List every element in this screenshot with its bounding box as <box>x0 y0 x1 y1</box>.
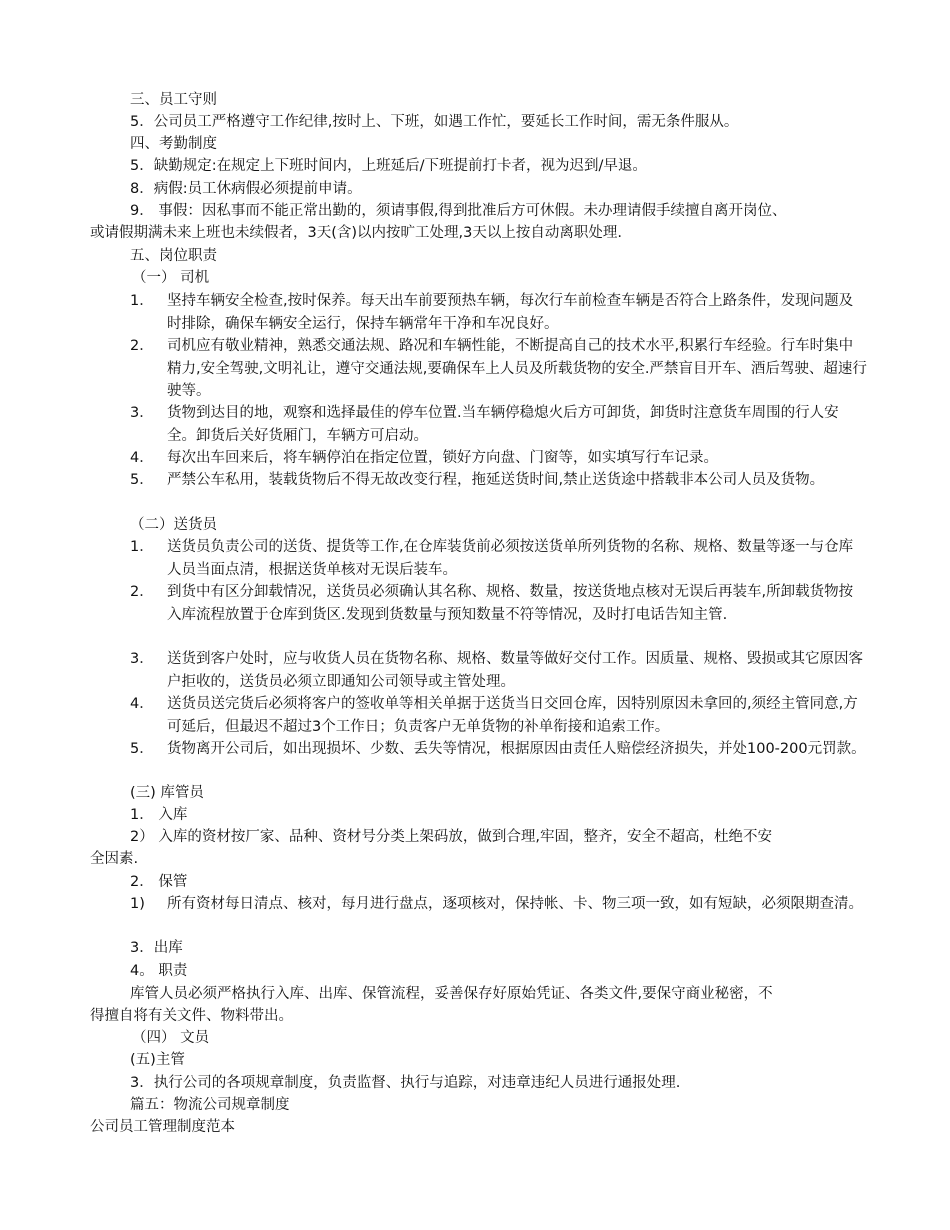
driver-item-number: 5． <box>130 472 154 488</box>
courier-item-number: 5． <box>130 741 154 757</box>
keeper-inbound-rule-line1: 2） 入库的资材按厂家、品种、资材号分类上架码放，做到合理,牢固，整齐，安全不超高，杜绝不安 <box>130 829 772 845</box>
attendance-5: 5．缺勤规定:在规定上下班时间内，上班延后/下班提前打卡者，视为迟到/早退。 <box>130 158 647 174</box>
driver-item-text: 坚持车辆安全检查,按时保养。每天出车前要预热车辆，每次行车前检查车辆是否符合上路条件，发现问题及时排除，确保车辆安全运行，保持车辆常年干净和车况良好。 <box>167 293 854 332</box>
driver-item-text: 货物到达目的地，观察和选择最佳的停车位置.当车辆停稳熄火后方可卸货，卸货时注意货车周围的行人安全。卸货后关好货厢门，车辆方可启动。 <box>167 405 839 444</box>
footer-title: 公司员工管理制度范本 <box>90 1119 235 1135</box>
courier-item-number: 1． <box>130 539 154 555</box>
section-heading-duties: 五、岗位职责 <box>130 248 217 264</box>
driver-item-number: 1． <box>130 293 154 309</box>
keeper-inbound-rule-line2: 全因素. <box>90 851 139 867</box>
driver-item-number: 2． <box>130 338 154 354</box>
courier-item-text: 送货到客户处时，应与收货人员在货物名称、规格、数量等做好交付工作。因质量、规格、毁损或其它原因客户拒收的，送货员必须立即通知公司领导或主管处理。 <box>167 651 863 690</box>
attendance-9-line2: 或请假期满未来上班也未续假者，3天(含)以内按旷工处理,3天以上按自动离职处理. <box>90 225 622 241</box>
subheading-supervisor: (五)主管 <box>130 1052 185 1068</box>
supervisor-item-3: 3．执行公司的各项规章制度，负责监督、执行与追踪，对违章违纪人员进行通报处理. <box>130 1075 681 1091</box>
courier-item-text: 到货中有区分卸载情况，送货员必须确认其名称、规格、数量，按送货地点核对无误后再装车,所卸载货物按入库流程放置于仓库到货区.发现到货数量与预知数量不符等情况，及时打电话告知主管. <box>167 584 854 623</box>
driver-item-text: 严禁公车私用，装载货物后不得无故改变行程，拖延送货时间,禁止送货途中搭载非本公司人员及货物。 <box>167 472 825 488</box>
section-heading-attendance: 四、考勤制度 <box>130 136 217 152</box>
keeper-storage-rule-text: 所有资材每日清点、核对，每月进行盘点，逐项核对，保持帐、卡、物三项一致，如有短缺，必须限期查清。 <box>167 896 863 912</box>
keeper-storage: 2． 保管 <box>130 874 188 890</box>
keeper-duties: 4。 职责 <box>130 963 188 979</box>
courier-item-number: 2． <box>130 584 154 600</box>
driver-item-number: 4． <box>130 450 154 466</box>
rule-5: 5．公司员工严格遵守工作纪律,按时上、下班，如遇工作忙，要延长工作时间，需无条件服从。 <box>130 114 739 130</box>
subheading-driver: （一） 司机 <box>132 270 210 286</box>
attendance-9-line1: 9． 事假：因私事而不能正常出勤的，须请事假,得到批准后方可休假。未办理请假手续擅自离开岗位、 <box>130 203 787 219</box>
section-heading-employee-rules: 三、员工守则 <box>130 92 217 108</box>
courier-item-number: 4． <box>130 696 154 712</box>
article-5-heading: 篇五：物流公司规章制度 <box>130 1097 290 1113</box>
keeper-duties-text-line1: 库管人员必须严格执行入库、出库、保管流程，妥善保存好原始凭证、各类文件,要保守商业秘密，不 <box>130 986 773 1002</box>
keeper-storage-rule-number: 1) <box>130 896 145 912</box>
subheading-courier: （二）送货员 <box>130 517 217 533</box>
keeper-outbound: 3．出库 <box>130 940 183 956</box>
courier-item-number: 3． <box>130 651 154 667</box>
subheading-warehouse-keeper: (三) 库管员 <box>130 785 204 801</box>
attendance-8: 8．病假:员工休病假必须提前申请。 <box>130 181 362 197</box>
driver-item-number: 3． <box>130 405 154 421</box>
courier-item-text: 货物离开公司后，如出现损坏、少数、丢失等情况，根据原因由责任人赔偿经济损失，并处100-200元罚款。 <box>167 741 866 757</box>
keeper-duties-text-line2: 得擅自将有关文件、物料带出。 <box>90 1008 293 1024</box>
courier-item-text: 送货员送完货后必须将客户的签收单等相关单据于送货当日交回仓库，因特别原因未拿回的,须经主管同意,方可延后，但最迟不超过3个工作日；负责客户无单货物的补单衔接和追索工作。 <box>167 696 858 735</box>
courier-item-text: 送货员负责公司的送货、提货等工作,在仓库装货前必须按送货单所列货物的名称、规格、数量等逐一与仓库人员当面点清，根据送货单核对无误后装车。 <box>167 539 854 578</box>
subheading-clerk: （四） 文员 <box>132 1030 210 1046</box>
driver-item-text: 每次出车回来后，将车辆停泊在指定位置，锁好方向盘、门窗等，如实填写行车记录。 <box>167 450 718 466</box>
keeper-inbound: 1． 入库 <box>130 807 188 823</box>
driver-item-text: 司机应有敬业精神，熟悉交通法规、路况和车辆性能，不断提高自己的技术水平,积累行车经验。行车时集中精力,安全驾驶,文明礼让，遵守交通法规,要确保车上人员及所载货物的安全.严禁盲目开车、酒后驾驶、超速行驶等。 <box>167 338 867 399</box>
